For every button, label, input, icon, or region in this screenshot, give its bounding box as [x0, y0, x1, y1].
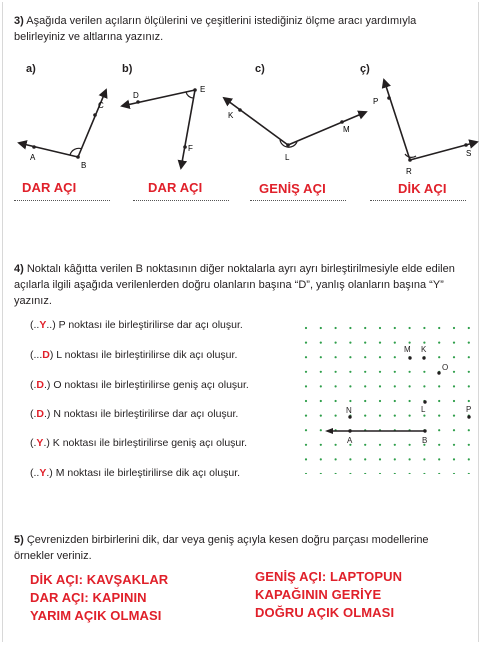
grid-dot	[394, 458, 396, 460]
grid-dot	[349, 400, 351, 402]
svg-text:M: M	[343, 125, 350, 134]
svg-text:E: E	[200, 85, 206, 94]
grid-dot	[379, 400, 381, 402]
grid-dot	[379, 327, 381, 329]
grid-dot	[349, 473, 351, 474]
point-b	[423, 429, 426, 432]
point-m	[408, 356, 411, 359]
point-p	[467, 415, 470, 418]
point-k	[422, 356, 425, 359]
grid-dot	[394, 342, 396, 344]
grid-dot	[394, 400, 396, 402]
grid-dot	[320, 327, 322, 329]
angle-b	[122, 85, 205, 168]
grid-dot	[423, 371, 425, 373]
grid-dot	[379, 444, 381, 446]
q5-answer-right: GENİŞ AÇI: LAPTOPUN KAPAĞININ GERİYE DOĞRU AÇIK OLMASI	[255, 569, 403, 620]
grid-dot	[409, 473, 411, 474]
grid-dot	[364, 327, 366, 329]
grid-dot	[468, 400, 470, 402]
grid-dot	[305, 342, 307, 344]
grid-dot	[320, 371, 322, 373]
grid-dot	[409, 400, 411, 402]
grid-dot	[453, 385, 455, 387]
grid-dot	[364, 356, 366, 358]
grid-dot	[438, 415, 440, 417]
grid-dot	[335, 400, 337, 402]
grid-dot	[364, 371, 366, 373]
grid-dot	[379, 385, 381, 387]
grid-dot	[364, 342, 366, 344]
answer-line-c-cedilla	[370, 200, 466, 201]
svg-text:K: K	[228, 111, 234, 120]
grid-dot	[453, 473, 455, 474]
svg-text:F: F	[188, 144, 193, 153]
grid-dot	[453, 429, 455, 431]
grid-dot	[305, 458, 307, 460]
grid-dot	[349, 327, 351, 329]
grid-dot	[438, 458, 440, 460]
grid-dot	[335, 327, 337, 329]
grid-dot	[409, 415, 411, 417]
grid-dot	[423, 342, 425, 344]
grid-dot	[468, 356, 470, 358]
grid-dot	[394, 371, 396, 373]
grid-dot	[320, 385, 322, 387]
svg-text:D: D	[133, 91, 139, 100]
statement-4: (.D.) N noktası ile birleştirilirse dar açı oluşur.	[30, 408, 239, 420]
grid-dot	[438, 356, 440, 358]
q5-answer-left: DİK AÇI: KAVŞAKLAR DAR AÇI: KAPININ YARIM AÇIK OLMASI	[30, 572, 169, 623]
question-3-text: 3) Aşağıda verilen açıların ölçülerini ve çeşitlerini istediğiniz ölçme aracı yardımıyla belirleyiniz ve altlarına yazınız.	[14, 15, 417, 43]
point-n	[348, 415, 351, 418]
label-b: B	[422, 436, 428, 445]
question-5-text: 5) Çevrenizden birbirlerini dik, dar veya geniş açıyla kesen doğru parçası modellerine örnekler veriniz.	[14, 534, 429, 562]
point-o	[437, 371, 440, 374]
grid-dot	[468, 371, 470, 373]
arrowhead-a	[325, 428, 333, 434]
answer-a: DAR AÇI	[22, 180, 77, 195]
grid-dot	[349, 371, 351, 373]
grid-dot	[305, 327, 307, 329]
grid-dot	[364, 385, 366, 387]
statement-3: (.D.) O noktası ile birleştirilirse geniş açı oluşur.	[30, 379, 249, 391]
grid-dot	[438, 327, 440, 329]
grid-dot	[438, 385, 440, 387]
statement-6: (..Y.) M noktası ile birleştirilirse dik açı oluşur.	[30, 467, 241, 479]
grid-dot	[379, 458, 381, 460]
svg-text:L: L	[285, 153, 290, 162]
grid-dot	[438, 473, 440, 474]
grid-dot	[453, 356, 455, 358]
grid-dot	[305, 356, 307, 358]
question-4-text: 4) Noktalı kâğıtta verilen B noktasının diğer noktalarla ayrı ayrı birleştirilmesiyle elde edilen açılarla ilgili aşağıda verilenlerden doğru olanların başına “D”, yanlış olanların başına “Y” yazınız.	[14, 263, 455, 307]
label-k: K	[421, 345, 427, 354]
grid-dot	[335, 444, 337, 446]
grid-dot	[423, 385, 425, 387]
grid-dot	[468, 327, 470, 329]
answer-c: GENİŞ AÇI	[259, 181, 326, 196]
label-a: A	[347, 436, 353, 445]
grid-dot	[320, 342, 322, 344]
grid-dot	[335, 415, 337, 417]
point-label-c: C	[98, 101, 104, 110]
grid-dot	[453, 371, 455, 373]
grid-dot	[409, 385, 411, 387]
part-b-label: b)	[122, 63, 133, 75]
grid-dot	[409, 458, 411, 460]
grid-dot	[453, 327, 455, 329]
svg-text:P: P	[373, 97, 379, 106]
svg-text:R: R	[406, 167, 412, 176]
angle-a	[19, 90, 106, 170]
grid-dot	[438, 342, 440, 344]
point-label-a: A	[30, 153, 36, 162]
grid-dot	[423, 415, 425, 417]
grid-dot	[364, 444, 366, 446]
grid-dot	[468, 458, 470, 460]
grid-dot	[305, 429, 307, 431]
grid-dot	[320, 444, 322, 446]
part-c-cedilla-label: ç)	[360, 63, 370, 75]
dot-grid	[305, 327, 470, 474]
grid-dot	[335, 385, 337, 387]
grid-dot	[349, 342, 351, 344]
grid-dot	[379, 356, 381, 358]
grid-dot	[409, 327, 411, 329]
part-a-label: a)	[26, 63, 36, 75]
grid-dot	[364, 458, 366, 460]
svg-text:S: S	[466, 149, 472, 158]
grid-dot	[305, 473, 307, 474]
grid-dot	[379, 473, 381, 474]
answer-b: DAR AÇI	[148, 180, 203, 195]
grid-dot	[423, 458, 425, 460]
grid-dot	[468, 444, 470, 446]
grid-dot	[320, 400, 322, 402]
grid-dot	[453, 342, 455, 344]
grid-dot	[438, 429, 440, 431]
grid-dot	[305, 371, 307, 373]
point-label-b: B	[81, 161, 87, 170]
point-l	[423, 400, 426, 403]
grid-dot	[379, 415, 381, 417]
answer-line-b	[133, 200, 229, 201]
grid-dot	[349, 356, 351, 358]
grid-dot	[320, 458, 322, 460]
grid-dot	[394, 473, 396, 474]
statement-1: (..Y..) P noktası ile birleştirilirse dar açı oluşur.	[30, 319, 243, 331]
grid-dot	[305, 444, 307, 446]
grid-dot	[364, 473, 366, 474]
label-m: M	[404, 345, 411, 354]
grid-dot	[320, 415, 322, 417]
grid-dot	[364, 400, 366, 402]
grid-dot	[364, 415, 366, 417]
grid-dot	[423, 327, 425, 329]
angle-c-cedilla	[373, 80, 477, 176]
grid-dot	[409, 444, 411, 446]
angle-c	[224, 98, 366, 162]
statement-5: (.Y.) K noktası ile birleştirilirse geniş açı oluşur.	[30, 437, 248, 449]
answer-line-a	[14, 200, 110, 201]
grid-dot	[305, 415, 307, 417]
angle-figures	[0, 70, 481, 180]
label-n: N	[346, 406, 352, 415]
grid-dot	[468, 385, 470, 387]
grid-dot	[379, 371, 381, 373]
point-a	[348, 429, 351, 432]
grid-dot	[320, 473, 322, 474]
answer-line-c	[250, 200, 346, 201]
grid-dot	[320, 356, 322, 358]
grid-dot	[453, 444, 455, 446]
grid-dot	[409, 342, 411, 344]
grid-dot	[438, 400, 440, 402]
grid-dot	[335, 458, 337, 460]
labeled-points	[348, 356, 470, 432]
answer-c-cedilla: DİK AÇI	[398, 181, 447, 196]
grid-dot	[394, 356, 396, 358]
grid-dot	[468, 473, 470, 474]
grid-dot	[468, 342, 470, 344]
grid-dot	[394, 415, 396, 417]
grid-dot	[453, 400, 455, 402]
grid-dot	[394, 444, 396, 446]
label-o: O	[442, 363, 449, 372]
grid-dot	[335, 356, 337, 358]
grid-dot	[423, 473, 425, 474]
grid-dot	[335, 342, 337, 344]
grid-dot	[438, 444, 440, 446]
label-l: L	[421, 405, 426, 414]
part-c-label: c)	[255, 63, 265, 75]
grid-dot	[409, 371, 411, 373]
grid-dot	[394, 327, 396, 329]
grid-dot	[320, 429, 322, 431]
grid-dot	[468, 429, 470, 431]
dot-grid-figure	[296, 318, 476, 474]
grid-dot	[394, 385, 396, 387]
grid-dot	[453, 415, 455, 417]
statement-2: (...D) L noktası ile birleştirilirse dik açı oluşur.	[30, 349, 238, 361]
grid-dot	[335, 473, 337, 474]
label-p: P	[466, 405, 472, 414]
grid-dot	[453, 458, 455, 460]
grid-dot	[305, 400, 307, 402]
grid-dot	[305, 385, 307, 387]
grid-dot	[335, 371, 337, 373]
grid-dot	[349, 458, 351, 460]
grid-dot	[379, 342, 381, 344]
grid-dot	[349, 385, 351, 387]
